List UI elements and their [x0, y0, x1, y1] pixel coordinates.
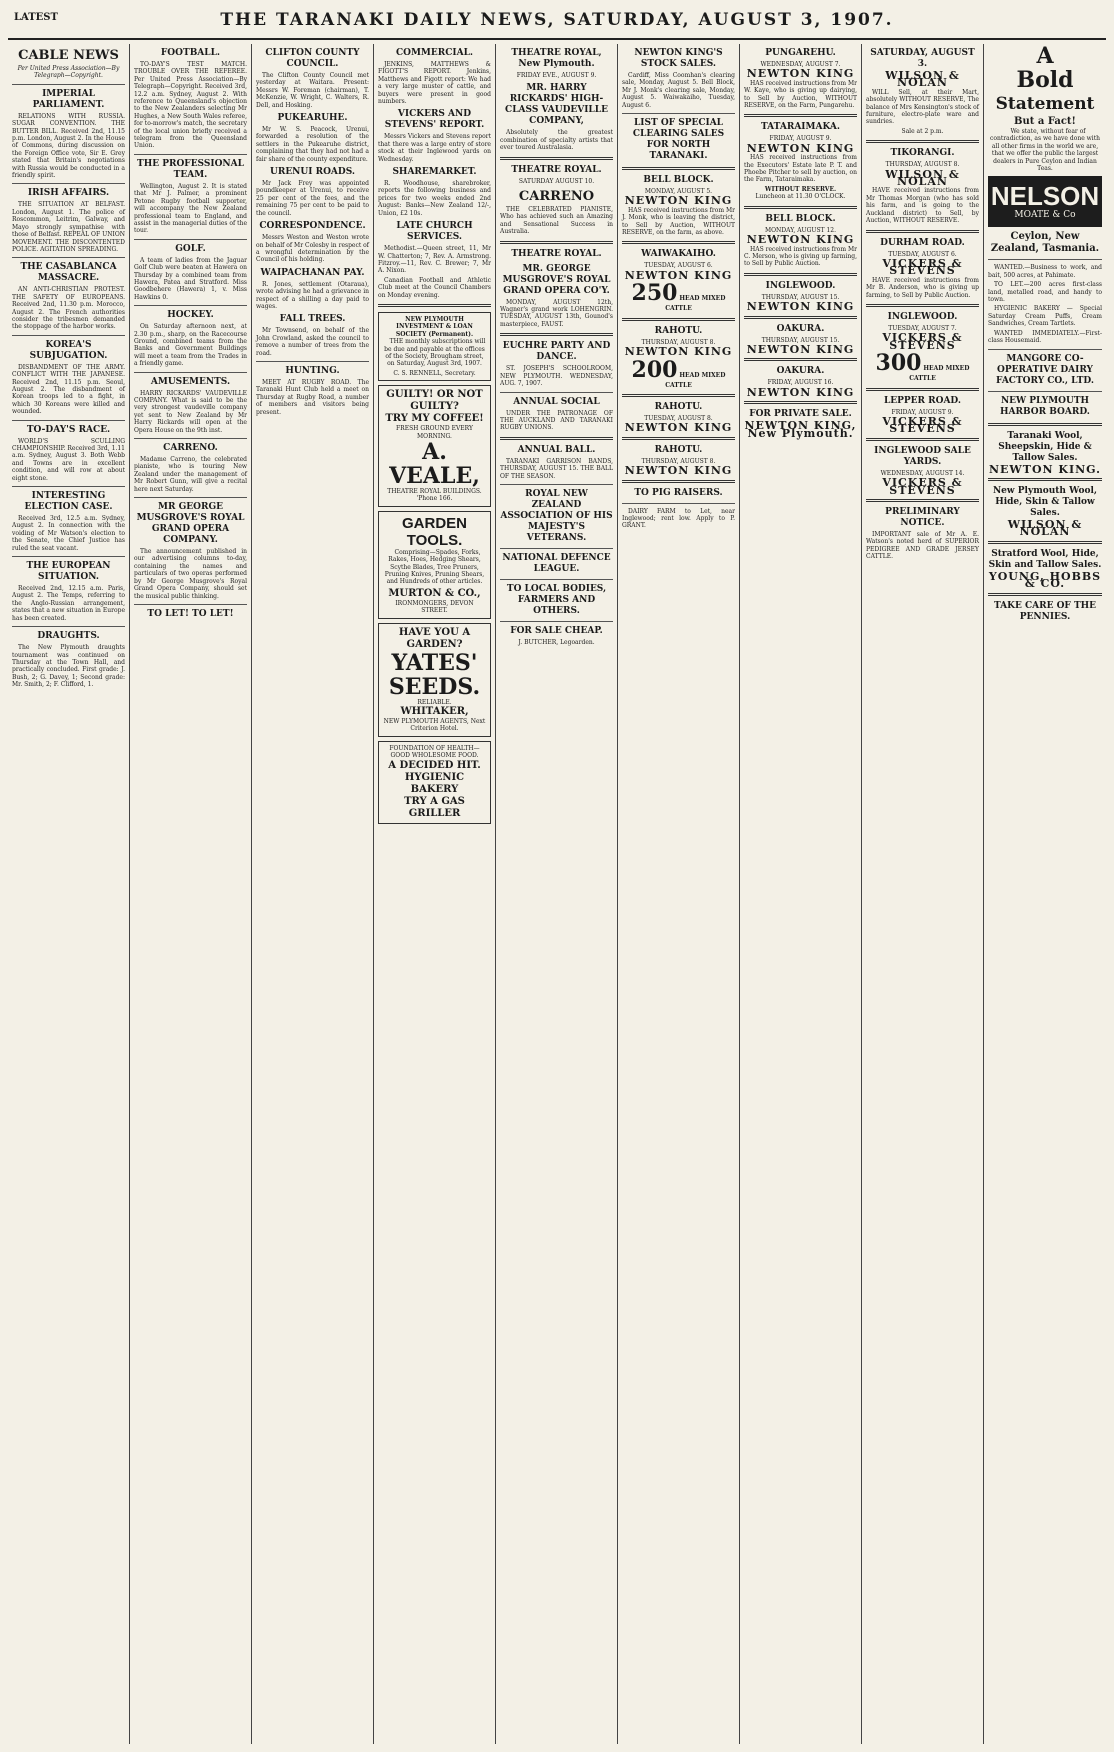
auctioneer-name: NEWTON KING, New Plymouth.	[744, 419, 857, 440]
theatre-act: MR. HARRY RICKARDS' HIGH-CLASS VAUDEVILLE COMPANY,	[505, 83, 608, 127]
article-body: THE SITUATION AT BELFAST. London, August 1. The police of Roscommon, Leitrim, Galway, and Mayo strongly sympathise with those of Belfast. REPEAL OF UNION MOVEMENT. THE DISCONTENTED POLICE. AGITATION SPREADING.	[12, 201, 125, 253]
sale-location: OAKURA.	[776, 323, 825, 334]
article-heading: KOREA'S SUBJUGATION.	[29, 339, 108, 361]
sale-date: MONDAY, AUGUST 5.	[644, 188, 713, 196]
auctioneer-name: NEWTON KING	[746, 67, 855, 81]
auctioneer-name: NEWTON KING	[624, 421, 733, 435]
to-let-heading: TO LET! TO LET!	[147, 608, 234, 619]
cattle-count: 300	[875, 350, 922, 377]
notice-heading: FOR SALE CHEAP.	[510, 625, 603, 636]
list-heading: LIST OF SPECIAL CLEARING SALES FOR NORTH TARANAKI.	[632, 118, 725, 162]
column-7	[740, 44, 862, 1744]
sale-body: HAS received instructions from Mr W. Kaye, who is giving up dairying, to Sell by Auction, WITHOUT RESERVE, on the Farm, Pungarehu.	[744, 79, 857, 110]
ad-sign: C. S. RENNELL, Secretary.	[393, 369, 476, 377]
sale-location: BELL BLOCK.	[643, 175, 714, 186]
auctioneer-name: WILSON & NOLAN	[885, 167, 960, 189]
ad-line: TRY A GAS GRILLER	[404, 795, 465, 819]
article-body: R. Jones, settlement (Otaraua), wrote advising he had a grievance in respect of a shilling a day paid to wages.	[256, 280, 369, 310]
notice-heading: PRELIMINARY NOTICE.	[885, 507, 960, 528]
article-subheading: CORRESPONDENCE.	[259, 221, 366, 232]
article-body: Received 2nd, 12.15 a.m. Paris, August 2. The Temps, referring to the Anglo-Russian arrangement, states that a new situation in Europe has been created.	[12, 585, 125, 622]
auctioneer-name: VICKERS & STEVENS	[882, 256, 963, 278]
article-subheading: PUKEARUHE.	[277, 113, 348, 124]
auctioneer-name: WILSON & NOLAN	[885, 69, 960, 90]
ad-tag: RELIABLE.	[417, 698, 452, 706]
cattle-label: HEAD MIXED CATTLE	[665, 371, 726, 389]
ad-address: IRONMONGERS, DEVON STREET.	[395, 599, 474, 615]
article-body: JENKINS, MATTHEWS & FIGOTT'S REPORT. Jenkins, Matthews and Figott report: We had a very large muster of cattle, and buyers were present in good numbers.	[378, 61, 491, 106]
article-heading: TO-DAY'S RACE.	[26, 424, 111, 435]
ad-title: NEW PLYMOUTH INVESTMENT & LOAN SOCIETY (Permanent).	[395, 315, 474, 338]
sale-location: RAHOTU.	[654, 401, 703, 412]
sale-location: RAHOTU.	[654, 444, 703, 455]
article-heading: MR GEORGE MUSGROVE'S ROYAL GRAND OPERA COMPANY.	[136, 502, 245, 546]
theatre-body: Absolutely the greatest combination of specialty artists that ever toured Australasia.	[500, 129, 613, 152]
sale-date: WEDNESDAY, AUGUST 7.	[760, 61, 841, 68]
cattle-label: HEAD MIXED CATTLE	[909, 365, 970, 383]
article-heading: THE EUROPEAN SITUATION.	[26, 561, 111, 583]
ad-name: A. VEALE,	[389, 439, 480, 489]
classified: HYGIENIC BAKERY — Special Saturday Cream Puffs, Cream Sandwiches, Cream Tartlets.	[988, 305, 1102, 328]
event-body: TARANAKI GARRISON BANDS, THURSDAY, AUGUST 15. THE BALL OF THE SEASON.	[500, 457, 613, 480]
ad-name: YATES' SEEDS.	[388, 649, 481, 700]
ad-body: THE monthly subscriptions will be due and payable at the offices of the Society, Brougham street, on Saturday, August 3rd, 1907.	[384, 338, 486, 368]
auctioneer-name: NEWTON KING	[624, 345, 733, 359]
masthead-title: THE TARANAKI DAILY NEWS, SATURDAY, AUGUST 3, 1907.	[220, 10, 894, 30]
sale-date: FRIDAY, AUGUST 16.	[767, 379, 834, 387]
article-heading: CLIFTON COUNTY COUNCIL.	[265, 48, 360, 69]
auctioneer-name: WILSON & NOLAN	[1007, 517, 1083, 539]
sale-location: RAHOTU.	[654, 325, 703, 336]
sale-date: THURSDAY, AUGUST 8.	[885, 161, 960, 169]
ad-body: Comprising—Spades, Forks, Rakes, Hoes, Hedging Shears, Scythe Blades, Tree Pruners, Pruning Knives, Pruning Shears, and Hundreds of other articles.	[384, 548, 485, 586]
theatre-heading: THEATRE ROYAL.	[511, 164, 602, 175]
article-body: Methodist.—Queen street, 11, Mr W. Chatterton; 7, Rev. A. Armstrong. Fitzroy.—11, Rev. C. Brewer; 7, Mr A. Nixon.	[378, 245, 491, 275]
notice-heading: FOR PRIVATE SALE.	[749, 409, 852, 420]
article-subheading: URENUI ROADS.	[269, 167, 356, 178]
tea-brand-banner	[988, 176, 1102, 227]
auctioneer-name: NEWTON KING	[624, 268, 733, 282]
auctioneer-name: NEWTON KING	[624, 464, 733, 478]
tea-ad-statement: Statement	[995, 94, 1095, 114]
auctioneer-name: VICKERS & STEVENS	[882, 414, 963, 436]
wool-sale-heading: Stratford Wool, Hide, Skin and Tallow Sales.	[988, 548, 1102, 570]
sale-location: TIKORANGI.	[890, 148, 955, 159]
notice-heading: MANGORE CO-OPERATIVE DAIRY FACTORY CO., LTD.	[995, 353, 1095, 386]
tea-brand-name: NELSON	[990, 181, 1100, 212]
sale-location: INGLEWOOD SALE YARDS.	[874, 445, 971, 467]
auctioneer-name: NEWTON KING	[746, 300, 855, 314]
article-heading: CARRENO.	[163, 443, 218, 454]
notice-sign: J. BUTCHER, Legoarden.	[518, 638, 595, 646]
ad-line: TRY MY COFFEE!	[385, 413, 484, 425]
ad-agent: WHITAKER,	[400, 706, 469, 718]
ad-address: NEW PLYMOUTH AGENTS, Next Criterion Hotel.	[383, 718, 486, 733]
article-body: Mr Jack Frey was appointed poundkeeper at Urenui, to receive 25 per cent of the fees, and the remaining 75 per cent to be paid to the council.	[256, 180, 369, 217]
sale-location: OAKURA.	[776, 366, 825, 377]
cattle-count: 250	[631, 280, 678, 307]
notice-heading: TAKE CARE OF THE PENNIES.	[993, 600, 1097, 622]
column-3	[252, 44, 374, 1744]
tea-brand-company: MOATE & Co	[1014, 210, 1076, 221]
wool-sale-heading: Taranaki Wool, Sheepskin, Hide & Tallow Sales.	[998, 430, 1092, 463]
sale-date: THURSDAY, AUGUST 8.	[641, 338, 716, 346]
article-heading: COMMERCIAL.	[395, 48, 474, 58]
columns	[8, 44, 1106, 1744]
theatre-heading: THEATRE ROYAL, New Plymouth.	[511, 48, 602, 69]
sale-date: FRIDAY, AUGUST 9.	[891, 408, 954, 416]
sale-terms: WITHOUT RESERVE.	[764, 185, 837, 193]
article-heading: DRAUGHTS.	[37, 631, 100, 642]
theatre-date: SATURDAY AUGUST 10.	[518, 177, 595, 185]
sale-location: WAIWAKAIHO.	[641, 249, 716, 260]
article-subheading: VICKERS AND STEVENS' REPORT.	[384, 109, 485, 131]
article-body: Received 3rd, 12.5 a.m. Sydney, August 2. In connection with the voiding of Mr Watson's election to the Senate, the Chief Justice has ruled the seat vacant.	[12, 515, 125, 552]
sale-date: TUESDAY, AUGUST 7.	[888, 324, 957, 332]
auctioneer-name: NEWTON KING	[746, 141, 855, 155]
notice-heading: NEW PLYMOUTH HARBOR BOARD.	[1000, 395, 1090, 417]
article-body: R. Woodhouse, sharebroker, reports the following business and prices for two weeks ended 2nd August: Banks—New Zealand 12/-, Union, £2 10s.	[378, 180, 491, 217]
article-body: HARRY RICKARDS' VAUDEVILLE COMPANY. What is said to be the very strongest vaudeville company yet sent to New Zealand by Mr Harry Rickards will open at the Opera House on the 9th inst.	[134, 389, 247, 434]
notice-body: DAIRY FARM to Let, near Inglewood; rent low. Apply to P. GRANT.	[622, 507, 735, 530]
ad-line: GUILTY! OR NOT GUILTY?	[386, 389, 483, 413]
sale-location: DURHAM ROAD.	[880, 237, 965, 248]
notice: Canadian Football and Athletic Club meet at the Council Chambers on Monday evening.	[378, 276, 491, 299]
tea-brand-origin: Ceylon, New Zealand, Tasmania.	[990, 231, 1100, 255]
article-body: On Saturday afternoon next, at 2.30 p.m., sharp, on the Racecourse Ground, combined teams from the Banks and Government Buildings will meet a team from the Trades in a friendly game.	[134, 323, 247, 368]
column-8	[862, 44, 984, 1744]
sale-body: HAS received instructions from Mr C. Merson, who is giving up farming, to Sell by Public Auction.	[744, 245, 857, 268]
cattle-count: 200	[631, 356, 678, 383]
event-heading: ANNUAL BALL.	[517, 444, 596, 455]
article-body: Mr W. S. Peacock, Urenui, forwarded a resolution of the settlers in the Pukearuhe district, complaining that they had not had a fair share of the county expenditure.	[256, 126, 369, 163]
ad-shop: HYGIENIC BAKERY	[404, 771, 465, 795]
coffee-ad	[378, 385, 491, 507]
stock-sales-body: Cardiff, Miss Coomhan's clearing sale, Monday, August 5. Bell Block, Mr J. Monk's clearing sale, Monday, August 5. Waiwakaiho, Tuesday, August 6.	[622, 72, 735, 109]
sale-body: HAVE received instructions from Mr Thomas Morgan (who has sold his farm, and is going to the Auckland district) to Sell, by Auction, WITHOUT RESERVE.	[866, 187, 979, 225]
auctioneer-name: NEWTON KING.	[988, 462, 1102, 476]
notice-heading: NATIONAL DEFENCE LEAGUE.	[502, 552, 611, 574]
cable-news-heading: CABLE NEWS	[18, 48, 119, 63]
notice-body: IMPORTANT sale of Mr A. E. Watson's noted herd of SUPERIOR PEDIGREE AND GRADE JERSEY CATTLE.	[866, 531, 979, 561]
theatre-heading: THEATRE ROYAL.	[511, 248, 602, 259]
article-heading: INTERESTING ELECTION CASE.	[24, 491, 113, 513]
article-body: AN ANTI-CHRISTIAN PROTEST. THE SAFETY OF EUROPEANS. Received 2nd, 11.30 p.m. Morocco, August 2. The French authorities consider the tribesmen demanded the stoppage of the harbor works.	[12, 286, 125, 331]
sale-location: PUNGAREHU.	[765, 48, 836, 58]
auctioneer-name: VICKERS & STEVENS	[882, 476, 963, 497]
ad-name: A DECIDED HIT.	[388, 759, 481, 771]
article-heading: GOLF.	[175, 243, 206, 254]
article-heading: AMUSEMENTS.	[150, 376, 231, 387]
classified: TO LET.—200 acres first-class land, metalled road, and handy to town.	[988, 281, 1102, 304]
article-body: DISBANDMENT OF THE ARMY. CONFLICT WITH THE JAPANESE. Received 2nd, 11.15 p.m. Seoul, August 2. The disbandment of Korean troops led to a fight, in which 30 Koreans were killed and wounded.	[12, 363, 125, 416]
seeds-ad	[378, 623, 491, 737]
classified: WANTED.—Business to work, and bait, 500 acres, at Pahimate.	[988, 264, 1102, 279]
article-body: MEET AT RUGBY ROAD. The Taranaki Hunt Club held a meet on Thursday at Rugby Road, a number of members and visitors being present.	[256, 378, 369, 416]
article-heading: THE PROFESSIONAL TEAM.	[137, 158, 244, 180]
article-heading: FOOTBALL.	[160, 48, 221, 58]
article-heading: IMPERIAL PARLIAMENT.	[32, 88, 105, 110]
auctioneer-name: VICKERS & STEVENS	[882, 331, 963, 352]
notice-heading: TO LOCAL BODIES, FARMERS AND OTHERS.	[506, 583, 607, 616]
column-9	[984, 44, 1106, 1744]
wool-sale-heading: New Plymouth Wool, Hide, Skin & Tallow Sales.	[992, 485, 1098, 518]
column-1	[8, 44, 130, 1744]
column-5	[496, 44, 618, 1744]
ad-question: HAVE YOU A GARDEN?	[398, 626, 471, 650]
sale-location: TATARAIMAKA.	[760, 122, 841, 133]
column-6	[618, 44, 740, 1744]
event-heading: ANNUAL SOCIAL	[513, 396, 600, 407]
sale-body: WILL Sell, at their Mart, absolutely WITHOUT RESERVE, The balance of Mrs Kensington's stock of furniture, electro-plate ware and sundries.	[866, 88, 979, 126]
tea-ad-fact: But a Fact!	[1014, 116, 1076, 127]
article-body: A team of ladies from the Jaguar Golf Club were beaten at Hawera on Thursday by a combined team from Hawera, Patea and Stratford. Miss Goodbehere (Hawera) 1, v. Miss Hawkins 0.	[134, 256, 247, 301]
article-subheading: FALL TREES.	[279, 314, 346, 325]
article-subheading: SHAREMARKET.	[392, 167, 477, 178]
sale-date: TUESDAY, AUGUST 6.	[644, 262, 713, 270]
event-body: ST. JOSEPH'S SCHOOLROOM, NEW PLYMOUTH. WEDNESDAY, AUG. 7, 1907.	[500, 365, 613, 388]
tea-ad-bold: Bold	[1016, 67, 1074, 93]
article-heading: HUNTING.	[285, 365, 340, 376]
ad-line: FOUNDATION OF HEALTH—GOOD WHOLESOME FOOD.	[389, 744, 480, 760]
theatre-body: MONDAY, AUGUST 12th, Wagner's grand work LOHENGRIN. TUESDAY, AUGUST 13th, Gounod's masterpiece, FAUST.	[500, 298, 613, 328]
theatre-date: FRIDAY EVE., AUGUST 9.	[516, 72, 597, 79]
theatre-act: CARRENO	[518, 189, 595, 205]
article-body: Messrs Vickers and Stevens report that there was a large entry of store stock at their Inglewood yards on Wednesday.	[378, 133, 491, 163]
article-body: Madame Carreno, the celebrated pianiste, who is touring New Zealand under the management of Mr Robert Gunn, will give a recital here next Saturday.	[134, 456, 247, 493]
masthead-label: LATEST	[14, 12, 58, 23]
article-heading: IRISH AFFAIRS.	[27, 188, 110, 199]
sale-body: HAS received instructions from Mr J. Monk, who is leaving the district, to Sell by Auction, WITHOUT RESERVE, on the farm, as above.	[622, 206, 735, 237]
garden-tools-ad	[378, 511, 491, 619]
classified: WANTED IMMEDIATELY.—First-class Housemaid.	[988, 329, 1102, 345]
tea-ad-a: A	[1036, 44, 1054, 69]
sale-date: TUESDAY, AUGUST 8.	[644, 414, 713, 422]
sale-date: THURSDAY, AUGUST 8.	[641, 457, 716, 465]
sale-location: INGLEWOOD.	[765, 280, 836, 291]
ad-name: MURTON & CO.,	[388, 587, 481, 599]
article-subheading: WAIPACHANAN PAY.	[260, 267, 365, 278]
cattle-label: HEAD MIXED CATTLE	[665, 295, 726, 313]
sale-date: THURSDAY, AUGUST 15.	[761, 293, 840, 301]
sale-body: HAS received instructions from the Executors' Estate late P. T. and Phoebe Pitcher to sell by auction, on the Farm, Tataraimaka.	[744, 154, 857, 184]
article-body: RELATIONS WITH RUSSIA. SUGAR CONVENTION. THE BUTTER BILL. Received 2nd, 11.15 p.m. London, August 2. In the House of Commons, during discussion on the Foreign Office vote, Sir E. Grey stated that Britain's negotiations with Russia would be conducted in a friendly spirit.	[12, 112, 125, 180]
column-4	[374, 44, 496, 1744]
ad-title: GARDEN TOOLS.	[401, 514, 467, 549]
notice-heading: ROYAL NEW ZEALAND ASSOCIATION OF HIS MAJESTY'S VETERANS.	[500, 488, 613, 543]
tea-ad-body: We state, without fear of contradiction, as we have done with all other firms in the world we are, that we offer the public the largest dealers in Pure Ceylon and Indian Teas.	[990, 128, 1100, 173]
theatre-act: MR. GEORGE MUSGROVE'S ROYAL GRAND OPERA CO'Y.	[502, 263, 611, 296]
sale-date: SATURDAY, AUGUST 3.	[870, 48, 975, 69]
article-body: TO-DAY'S TEST MATCH. TROUBLE OVER THE REFEREE. Per United Press Association—By Telegraph—Copyright. Received 3rd, 12.2 a.m. Sydney, August 2. With reference to Queensland's objection to the New Zealanders selecting Mr Hughes, a New South Wales referee, for to-morrow's match, the secretary of the local union briefly received a telegram from the Queensland Union.	[134, 61, 247, 150]
sale-lunch: Luncheon at 11.30 O'CLOCK.	[755, 193, 846, 201]
column-2	[130, 44, 252, 1744]
sale-date: WEDNESDAY, AUGUST 14.	[880, 469, 965, 477]
article-body: The New Plymouth draughts tournament was continued on Thursday at the Town Hall, and practically concluded. First grade: J. Bush, 2; G. Davey, 1; Second grade: Mr. Smith, 2; F. Clifford, 1.	[12, 644, 125, 689]
theatre-body: THE CELEBRATED PIANISTE, Who has achieved such an Amazing and Sensational Success in Australia.	[500, 206, 613, 236]
sale-body: HAVE received instructions from Mr B. Anderson, who is giving up farming, to Sell by Public Auction.	[866, 276, 979, 299]
auctioneer-name: NEWTON KING	[624, 194, 733, 208]
loan-society-ad	[378, 312, 491, 381]
sale-location: BELL BLOCK.	[765, 213, 836, 224]
auctioneer-name: YOUNG, HOBBS & CO.	[988, 569, 1102, 591]
sale-location: LEPPER ROAD.	[883, 395, 962, 406]
sale-date: MONDAY, AUGUST 12.	[764, 226, 836, 234]
event-heading: EUCHRE PARTY AND DANCE.	[502, 341, 611, 363]
article-heading: THE CASABLANCA MASSACRE.	[20, 262, 117, 284]
tea-ad	[988, 44, 1102, 172]
notice-heading: TO PIG RAISERS.	[634, 487, 723, 498]
sale-time: Sale at 2 p.m.	[901, 127, 944, 135]
masthead	[8, 10, 1106, 40]
auctioneer-name: NEWTON KING	[746, 233, 855, 247]
sale-date: THURSDAY, AUGUST 15.	[761, 336, 840, 344]
article-body: Wellington, August 2. It is stated that Mr J. Palmer, a prominent Petone Rugby football supporter, will accompany the New Zealand professional team to England, and assist in the managerial duties of the tour.	[134, 182, 247, 235]
article-body: Mr Townsend, on behalf of the John Crowland, asked the council to remove a number of trees from the road.	[256, 327, 369, 357]
stock-sales-heading: NEWTON KING'S STOCK SALES.	[634, 48, 723, 69]
sale-date: TUESDAY, AUGUST 6.	[888, 250, 957, 258]
event-body: UNDER THE PATRONAGE OF THE AUCKLAND AND TARANAKI RUGBY UNIONS.	[500, 409, 613, 432]
cable-news-byline: Per United Press Association—By Telegraph—Copyright.	[17, 65, 120, 80]
sale-date: FRIDAY, AUGUST 9.	[769, 135, 832, 143]
article-body: The announcement published in our advertising columns to-day, containing the names and particulars of two operas performed by Mr George Musgrove's Royal Grand Opera Company, should set the musical public thinking.	[134, 548, 247, 600]
article-subheading: LATE CHURCH SERVICES.	[396, 221, 473, 243]
auctioneer-name: NEWTON KING	[746, 385, 855, 399]
ad-line: FRESH GROUND EVERY MORNING.	[396, 425, 473, 440]
article-body: WORLD'S SCULLING CHAMPIONSHIP. Received 3rd, 1.11 a.m. Sydney, August 3. Both Webb and Towns are in excellent condition, and will row at about eight stone.	[12, 437, 125, 482]
article-body: Messrs Weston and Weston wrote on behalf of Mr Colesby in respect of a wrongful determination by the Council of his holding.	[256, 234, 369, 264]
article-body: The Clifton County Council met yesterday at Waitara. Present: Messrs W. Foreman (chairman), T. McKenzie, W. Wright, C. Walters, R. Dell, and Hosking.	[256, 72, 369, 109]
bakery-ad	[378, 741, 491, 824]
sale-location: INGLEWOOD.	[887, 311, 958, 322]
auctioneer-name: NEWTON KING	[746, 342, 855, 356]
ad-address: THEATRE ROYAL BUILDINGS. 'Phone 166.	[387, 488, 482, 503]
article-heading: HOCKEY.	[167, 310, 214, 321]
